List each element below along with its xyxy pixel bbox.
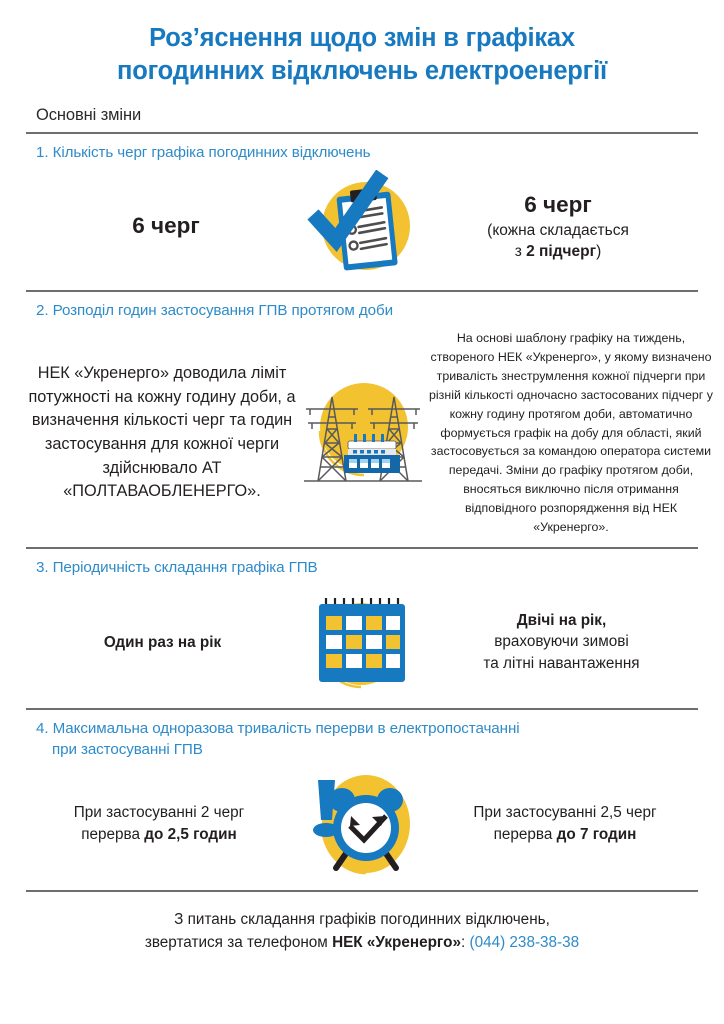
section-1-row [26,164,698,290]
page-title-line2: погодинних відключень електроенергії [117,57,607,86]
section-1-left-value: 6 черг [132,213,200,239]
section-4-right-line1: При застосуванні 2,5 черг [473,803,657,821]
section-3-right-line1: Двічі на рік, [516,611,607,629]
section-4-left-line2 [26,824,292,846]
subheading-main-changes: Основні зміни [36,106,142,125]
section-1-right-column [418,189,698,263]
section-1-right-note [418,220,698,263]
section-4-left-line1: При застосуванні 2 черг [73,803,245,821]
section-hours-distribution [26,292,713,547]
section-4-heading-line1: 4. Максимальна одноразова тривалість перерви в електропостачанні [36,720,520,738]
section-4-left-column [26,802,292,846]
footer-line2 [26,932,698,955]
section-2-right-paragraph: На основі шаблону графіку на тиждень, створеного НЕК «Укренерго», у якому визначено тривалість знеструмлення кожної підчерги при різній кількості одночасно застосованих підчерг у кожну годину протягом доби, автоматично формується графік на добу для області, який застосовується за командою оператора системи передачі. Зміни до графіку протягом доби, вносяться виключно після отримання відповідного розпорядження від НЕК «Укренерго». [429,331,713,534]
section-4-right-column [432,802,698,846]
page-title [26,0,698,88]
section-3-left-value: Один раз на рік [103,633,222,651]
footer-company: НЕК «Укренерго» [332,934,461,952]
section-4-row [26,760,698,890]
right-prefix: перерва [493,826,557,844]
left-prefix: перерва [81,826,145,844]
footer-prefix: звертатися за телефоном [144,934,333,952]
section-4-heading-line2: при застосуванні ГПВ [52,740,203,758]
section-3-row [26,578,698,708]
page-title-line1: Роз’яснення щодо змін в графіках [149,24,575,52]
power-tower-icon [298,369,428,497]
calendar-icon [299,588,425,696]
alarm-clock-icon [292,766,432,882]
note-bold: 2 підчерг [526,243,597,261]
section-max-outage-duration [26,710,698,890]
section-3-right-column [425,610,698,675]
footer-phone[interactable]: (044) 238-38-38 [469,934,580,952]
section-2-row [26,321,713,546]
note-suffix: ) [596,243,602,261]
footer-line1: З питань складання графіків погодинних відключень, [174,911,550,929]
footer-colon: : [460,934,470,952]
section-3-right-line2: враховуючи зимові [494,633,629,651]
section-2-left-paragraph: НЕК «Укренерго» доводила ліміт потужності на кожну годину доби, а визначення кількості черг та годин застосування для кожної черги здійснювало АТ «ПОЛТАВАОБЛЕНЕРГО». [28,364,296,501]
section-4-right-line2 [432,824,698,846]
clipboard-check-icon [306,170,418,282]
section-4-heading [26,710,698,760]
section-3-right-line3: та літні навантаження [483,654,640,672]
section-1-right-note-line2 [418,241,698,262]
section-schedule-periodicity [26,549,698,709]
note-prefix: з [514,243,527,261]
section-1-right-note-line1: (кожна складається [487,221,629,239]
section-3-heading: 3. Періодичність складання графіка ГПВ [36,558,318,576]
right-bold-value: до 7 годин [556,826,637,844]
left-bold-value: до 2,5 годин [144,826,237,844]
section-2-heading: 2. Розподіл годин застосування ГПВ протягом доби [36,301,393,319]
section-1-right-value: 6 черг [524,191,592,217]
section-1-left-column [26,210,306,241]
section-1-heading: 1. Кількість черг графіка погодинних відключень [36,144,371,162]
section-queues-count [26,134,698,290]
footer-contact [26,892,698,955]
